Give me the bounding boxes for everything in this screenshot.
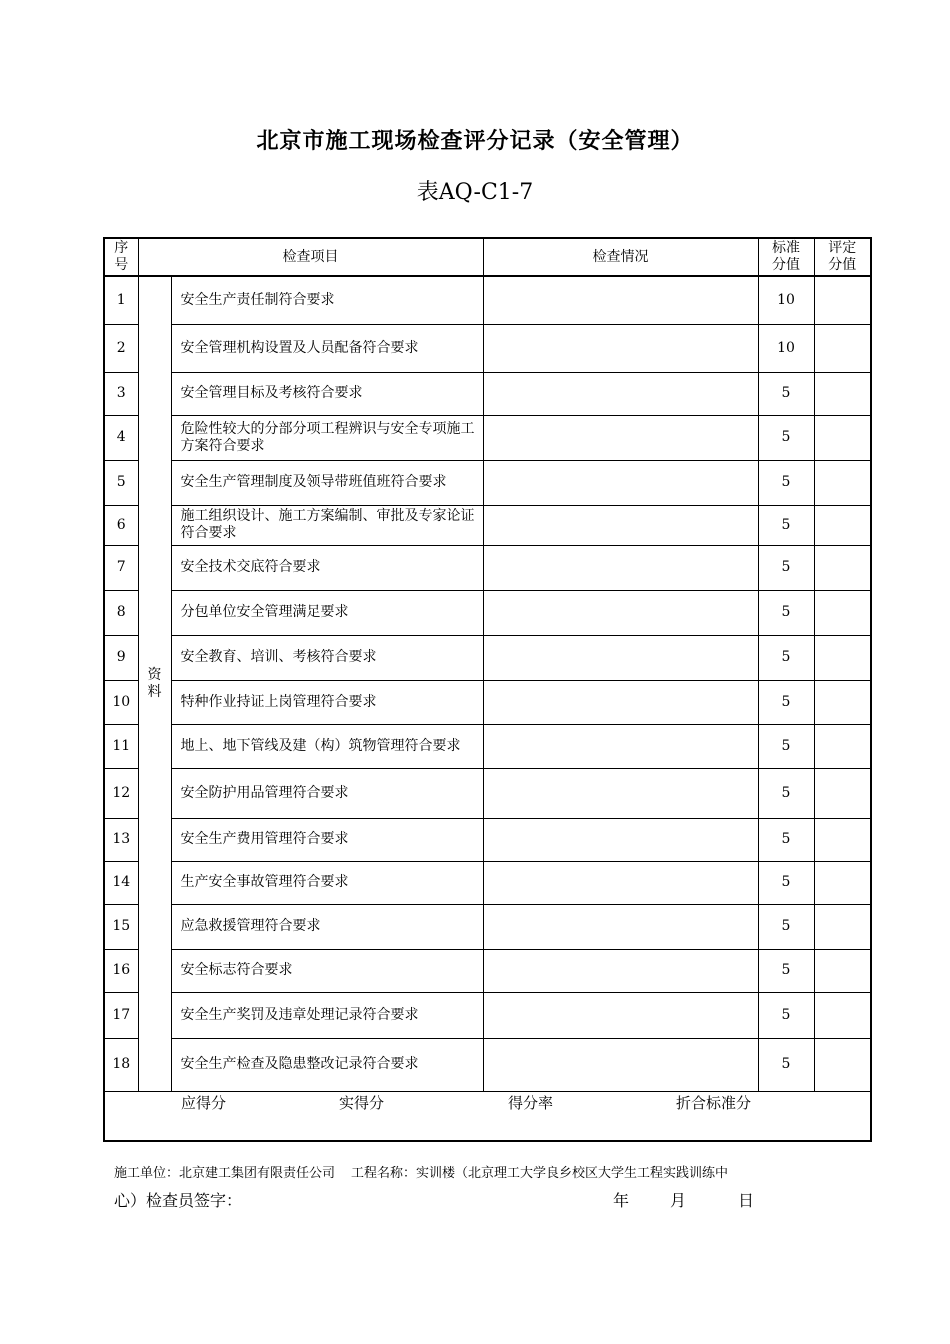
- situation-cell[interactable]: [483, 635, 758, 680]
- row-number: 10: [104, 680, 138, 724]
- rating-cell[interactable]: [814, 992, 871, 1038]
- situation-cell[interactable]: [483, 949, 758, 992]
- form-number: 表AQ-C1-7: [416, 180, 534, 205]
- date-day: 日: [738, 1191, 755, 1210]
- standard-score: 5: [758, 505, 814, 545]
- date-year: 年: [613, 1191, 630, 1210]
- standard-score: 5: [758, 1038, 814, 1091]
- check-item: 安全技术交底符合要求: [171, 545, 483, 590]
- standard-score: 5: [758, 992, 814, 1038]
- situation-cell[interactable]: [483, 992, 758, 1038]
- rating-cell[interactable]: [814, 949, 871, 992]
- situation-cell[interactable]: [483, 460, 758, 505]
- check-item: 危险性较大的分部分项工程辨识与安全专项施工方案符合要求: [171, 415, 483, 460]
- row-number: 7: [104, 545, 138, 590]
- table-row: [104, 276, 871, 324]
- check-item: 安全防护用品管理符合要求: [171, 768, 483, 818]
- standard-score: 5: [758, 949, 814, 992]
- standard-score: 5: [758, 635, 814, 680]
- actual-score-label: 实得分: [339, 1093, 385, 1112]
- rating-cell[interactable]: [814, 818, 871, 861]
- table-row: [104, 904, 871, 949]
- category-char: 资: [147, 666, 162, 683]
- row-number: 15: [104, 904, 138, 949]
- header-standard: 标准分值: [758, 238, 814, 276]
- category-char: 料: [147, 683, 162, 700]
- standard-score: 5: [758, 590, 814, 635]
- situation-cell[interactable]: [483, 276, 758, 324]
- project-name: 工程名称：实训楼（北京理工大学良乡校区大学生工程实践训练中: [351, 1166, 729, 1181]
- standard-score: 5: [758, 724, 814, 768]
- rating-cell[interactable]: [814, 1038, 871, 1091]
- rating-cell[interactable]: [814, 768, 871, 818]
- table-row: [104, 505, 871, 545]
- table-row: [104, 460, 871, 505]
- situation-cell[interactable]: [483, 324, 758, 372]
- page-title: 北京市施工现场检查评分记录（安全管理）: [256, 128, 694, 154]
- check-item: 安全生产奖罚及违章处理记录符合要求: [171, 992, 483, 1038]
- row-number: 6: [104, 505, 138, 545]
- situation-cell[interactable]: [483, 372, 758, 415]
- table-row: [104, 324, 871, 372]
- construction-unit: 施工单位：北京建工集团有限责任公司: [114, 1166, 336, 1181]
- table-row: [104, 680, 871, 724]
- rating-cell[interactable]: [814, 861, 871, 904]
- standard-score: 5: [758, 460, 814, 505]
- row-number: 18: [104, 1038, 138, 1091]
- standard-score: 5: [758, 818, 814, 861]
- check-item: 安全标志符合要求: [171, 949, 483, 992]
- should-score-label: 应得分: [181, 1093, 227, 1112]
- header-item: 检查项目: [138, 238, 483, 276]
- footer-line-1: [114, 1162, 728, 1181]
- situation-cell[interactable]: [483, 1038, 758, 1091]
- check-item: 安全教育、培训、考核符合要求: [171, 635, 483, 680]
- rating-cell[interactable]: [814, 324, 871, 372]
- table-row: [104, 818, 871, 861]
- table-row: [104, 724, 871, 768]
- standard-score: 10: [758, 324, 814, 372]
- table-row: [104, 372, 871, 415]
- rating-cell[interactable]: [814, 505, 871, 545]
- rating-cell[interactable]: [814, 590, 871, 635]
- table-row: [104, 768, 871, 818]
- row-number: 12: [104, 768, 138, 818]
- rating-cell[interactable]: [814, 372, 871, 415]
- category-cell: [138, 276, 171, 1091]
- header-seq: 序号: [104, 238, 138, 276]
- situation-cell[interactable]: [483, 904, 758, 949]
- date-month: 月: [670, 1191, 687, 1210]
- check-item: 安全生产责任制符合要求: [171, 276, 483, 324]
- row-number: 4: [104, 415, 138, 460]
- row-number: 16: [104, 949, 138, 992]
- check-item: 安全管理机构设置及人员配备符合要求: [171, 324, 483, 372]
- row-number: 2: [104, 324, 138, 372]
- rating-cell[interactable]: [814, 545, 871, 590]
- summary-cell: [104, 1091, 871, 1141]
- standard-score: 5: [758, 768, 814, 818]
- score-rate-label: 得分率: [508, 1093, 554, 1112]
- table-row: [104, 992, 871, 1038]
- situation-cell[interactable]: [483, 861, 758, 904]
- standard-score: 5: [758, 545, 814, 590]
- row-number: 17: [104, 992, 138, 1038]
- rating-cell[interactable]: [814, 680, 871, 724]
- standard-score: 5: [758, 372, 814, 415]
- standard-score: 5: [758, 904, 814, 949]
- footer-line-2: [114, 1188, 242, 1211]
- situation-cell[interactable]: [483, 680, 758, 724]
- standard-score: 5: [758, 415, 814, 460]
- rating-cell[interactable]: [814, 904, 871, 949]
- row-number: 11: [104, 724, 138, 768]
- check-item: 应急救援管理符合要求: [171, 904, 483, 949]
- check-item: 分包单位安全管理满足要求: [171, 590, 483, 635]
- inspector-signature-label: 心）检查员签字：: [114, 1191, 243, 1210]
- row-number: 13: [104, 818, 138, 861]
- check-item: 安全生产费用管理符合要求: [171, 818, 483, 861]
- situation-cell[interactable]: [483, 768, 758, 818]
- table-row: [104, 1038, 871, 1091]
- table-row: [104, 635, 871, 680]
- row-number: 9: [104, 635, 138, 680]
- row-number: 14: [104, 861, 138, 904]
- situation-cell[interactable]: [483, 505, 758, 545]
- header-situation: 检查情况: [483, 238, 758, 276]
- check-item: 施工组织设计、施工方案编制、审批及专家论证符合要求: [171, 505, 483, 545]
- row-number: 5: [104, 460, 138, 505]
- header-rating: 评定分值: [814, 238, 871, 276]
- check-item: 地上、地下管线及建（构）筑物管理符合要求: [171, 724, 483, 768]
- table-row: [104, 590, 871, 635]
- row-number: 1: [104, 276, 138, 324]
- row-number: 8: [104, 590, 138, 635]
- standard-score: 5: [758, 861, 814, 904]
- row-number: 3: [104, 372, 138, 415]
- rating-cell[interactable]: [814, 415, 871, 460]
- situation-cell[interactable]: [483, 818, 758, 861]
- check-item: 安全管理目标及考核符合要求: [171, 372, 483, 415]
- situation-cell[interactable]: [483, 724, 758, 768]
- converted-score-label: 折合标准分: [676, 1093, 752, 1112]
- check-item: 安全生产管理制度及领导带班值班符合要求: [171, 460, 483, 505]
- table-row: [104, 861, 871, 904]
- summary-row: [104, 1091, 871, 1141]
- rating-cell[interactable]: [814, 635, 871, 680]
- table-row: [104, 415, 871, 460]
- check-item: 生产安全事故管理符合要求: [171, 861, 483, 904]
- rating-cell[interactable]: [814, 724, 871, 768]
- check-item: 特种作业持证上岗管理符合要求: [171, 680, 483, 724]
- table-row: [104, 949, 871, 992]
- rating-cell[interactable]: [814, 276, 871, 324]
- situation-cell[interactable]: [483, 545, 758, 590]
- table-header-row: [104, 238, 871, 276]
- situation-cell[interactable]: [483, 590, 758, 635]
- check-item: 安全生产检查及隐患整改记录符合要求: [171, 1038, 483, 1091]
- inspection-score-table: [103, 237, 872, 1142]
- standard-score: 10: [758, 276, 814, 324]
- rating-cell[interactable]: [814, 460, 871, 505]
- table-row: [104, 545, 871, 590]
- standard-score: 5: [758, 680, 814, 724]
- situation-cell[interactable]: [483, 415, 758, 460]
